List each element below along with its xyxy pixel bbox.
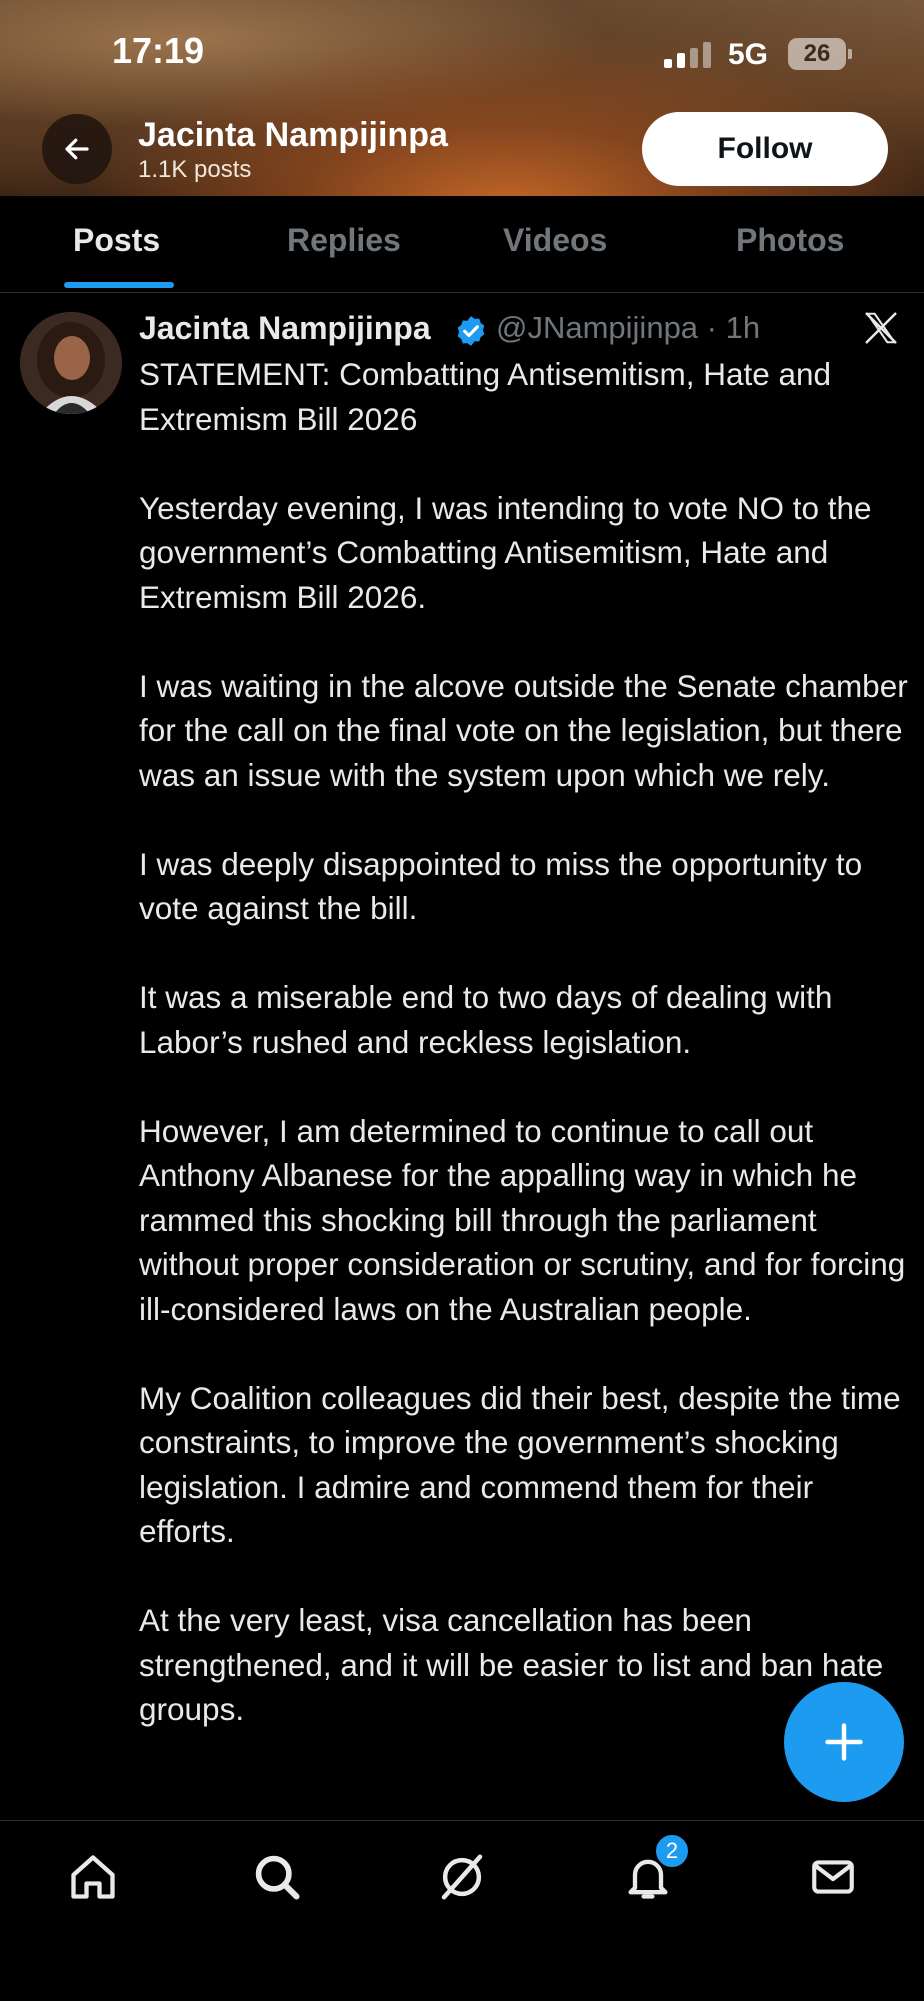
post-paragraph: I was waiting in the alcove outside the Senate chamber for the call on the final vote on the legislation, but there was an issue with the system upon which we rely. bbox=[139, 667, 908, 793]
back-button[interactable] bbox=[42, 114, 112, 184]
search-icon bbox=[251, 1851, 303, 1903]
arrow-left-icon bbox=[62, 134, 92, 164]
network-type: 5G bbox=[728, 38, 769, 71]
post-text bbox=[139, 352, 909, 1776]
post-author-name[interactable]: Jacinta Nampijinpa bbox=[139, 310, 431, 346]
post-paragraph: At the very least, visa cancellation has been strengthened, and it will be easier to list and ban hate groups. bbox=[139, 1602, 884, 1727]
grok-icon bbox=[435, 1850, 489, 1904]
status-time: 17:19 bbox=[112, 30, 205, 71]
bottom-navigation bbox=[0, 1820, 924, 2001]
tab-photos[interactable]: Photos bbox=[736, 222, 845, 258]
tab-videos[interactable]: Videos bbox=[503, 222, 608, 258]
verified-badge-icon bbox=[454, 314, 488, 348]
avatar[interactable] bbox=[20, 312, 122, 414]
battery-level: 26 bbox=[803, 40, 831, 67]
tab-posts[interactable]: Posts bbox=[73, 222, 161, 258]
post-paragraph: I was deeply disappointed to miss the opportunity to vote against the bill. bbox=[139, 845, 863, 926]
profile-name: Jacinta Nampijinpa bbox=[138, 116, 448, 154]
follow-button[interactable]: Follow bbox=[642, 112, 888, 186]
avatar-image bbox=[20, 312, 122, 414]
cellular-signal-icon bbox=[664, 42, 714, 68]
post-paragraph: My Coalition colleagues did their best, despite the time constraints, to improve the government’s shocking legislation. I admire and commend them for their efforts. bbox=[139, 1379, 901, 1549]
profile-tabs bbox=[0, 196, 924, 293]
home-icon bbox=[67, 1851, 119, 1903]
posts-count: 1.1K posts bbox=[138, 156, 252, 183]
tab-replies[interactable]: Replies bbox=[287, 222, 401, 258]
nav-messages[interactable] bbox=[803, 1847, 863, 1907]
post-paragraph: STATEMENT: Combatting Antisemitism, Hate and Extremism Bill 2026 bbox=[139, 356, 832, 437]
nav-search[interactable] bbox=[247, 1847, 307, 1907]
messages-icon bbox=[808, 1852, 858, 1902]
active-tab-indicator bbox=[64, 282, 174, 288]
nav-home[interactable] bbox=[63, 1847, 123, 1907]
post-handle-time[interactable]: @JNampijinpa · 1h bbox=[496, 310, 761, 345]
compose-plus-icon bbox=[822, 1720, 866, 1764]
profile-header-banner bbox=[0, 0, 924, 196]
post-paragraph: It was a miserable end to two days of dealing with Labor’s rushed and reckless legislation. bbox=[139, 979, 833, 1060]
nav-grok[interactable] bbox=[432, 1847, 492, 1907]
post-paragraph: Yesterday evening, I was intending to vote NO to the government’s Combatting Antisemitism, Hate and Extremism Bill 2026. bbox=[139, 489, 872, 615]
grok-icon[interactable] bbox=[862, 308, 900, 348]
post-paragraph: However, I am determined to continue to call out Anthony Albanese for the appalling way in which he rammed this shocking bill through the parliament without proper consideration or scrutiny, and for forcing ill-considered laws on the Australian people. bbox=[139, 1112, 906, 1327]
battery-icon bbox=[788, 38, 846, 70]
compose-button[interactable] bbox=[784, 1682, 904, 1802]
nav-notifications[interactable] bbox=[618, 1838, 679, 1907]
notification-badge: 2 bbox=[654, 1833, 690, 1869]
